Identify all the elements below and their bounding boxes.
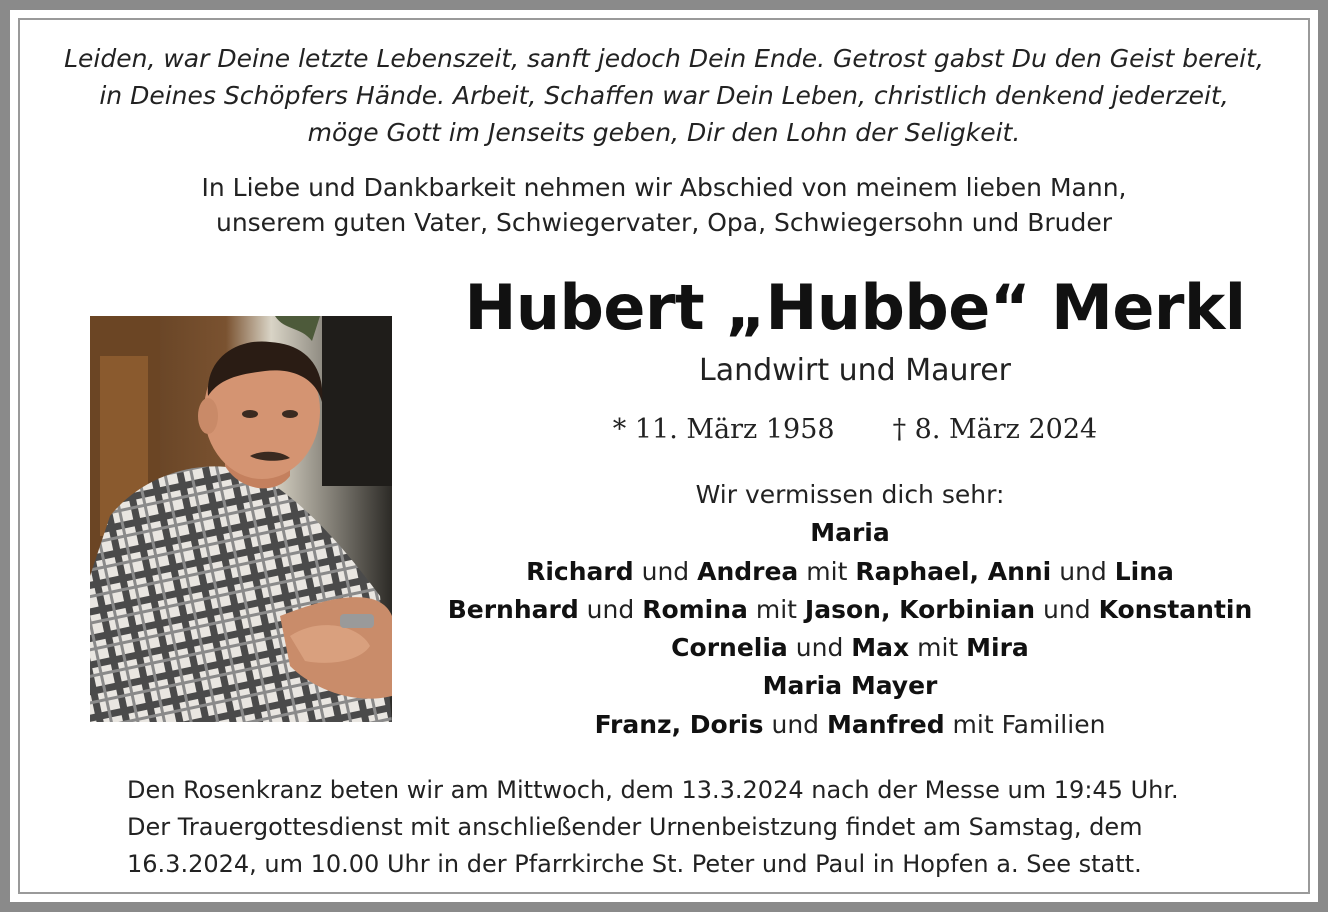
verse-line: möge Gott im Jenseits geben, Dir den Lohn der Seligkeit.: [307, 118, 1021, 147]
connector: mit: [755, 594, 797, 624]
mourner-name: Max: [851, 633, 910, 663]
connector: und: [771, 709, 820, 739]
service-line: Der Trauergottesdienst mit anschließender Urnenbeistzung findet am Samstag, dem: [127, 813, 1143, 841]
connector: mit: [806, 556, 848, 586]
mourner-name: Raphael, Anni: [855, 556, 1052, 586]
connector: und: [641, 556, 690, 586]
portrait-photo: [90, 316, 392, 722]
mourner-line: [412, 514, 1288, 552]
connector: mit: [917, 633, 959, 663]
mourner-line: [412, 553, 1288, 591]
connector: und: [1059, 556, 1107, 586]
verse-block: [20, 40, 1308, 151]
service-info: [127, 772, 1287, 883]
verse-line: Leiden, war Deine letzte Lebenszeit, sanft jedoch Dein Ende. Getrost gabst Du den Geist bereit,: [64, 44, 1264, 73]
mourner-name: Franz, Doris: [594, 709, 764, 739]
service-line: 16.3.2024, um 10.00 Uhr in der Pfarrkirche St. Peter und Paul in Hopfen a. See statt.: [127, 850, 1142, 878]
intro-line: In Liebe und Dankbarkeit nehmen wir Abschied von meinem lieben Mann,: [201, 173, 1127, 202]
birth-date: * 11. März 1958: [612, 414, 835, 445]
deceased-name: Hubert „Hubbe“ Merkl: [464, 271, 1246, 344]
intro-block: [20, 170, 1308, 240]
mourner-name: Konstantin: [1098, 594, 1253, 624]
mourner-name: Bernhard: [447, 594, 579, 624]
connector: und: [1043, 594, 1091, 624]
mourner-name: Andrea: [697, 556, 799, 586]
mourner-name: Maria Mayer: [762, 671, 938, 701]
connector: mit Familien: [952, 709, 1106, 739]
death-date: † 8. März 2024: [892, 414, 1098, 445]
connector: und: [586, 594, 635, 624]
mourner-name: Mira: [966, 633, 1029, 663]
mourner-line: [412, 667, 1288, 705]
mourners-block: [412, 476, 1288, 744]
mourners-heading: Wir vermissen dich sehr:: [695, 480, 1005, 509]
mourner-line: [412, 591, 1288, 629]
mourner-line: [412, 629, 1288, 667]
intro-line: unserem guten Vater, Schwiegervater, Opa, Schwiegersohn und Bruder: [215, 208, 1113, 237]
mourner-name: Maria: [810, 518, 890, 548]
mourner-name: Manfred: [826, 709, 945, 739]
mourner-name: Cornelia: [671, 633, 788, 663]
mourner-name: Lina: [1114, 556, 1174, 586]
verse-line: in Deines Schöpfers Hände. Arbeit, Schaffen war Dein Leben, christlich denkend jederzeit,: [99, 81, 1229, 110]
deceased-profession: Landwirt und Maurer: [698, 353, 1011, 388]
mourner-name: Richard: [526, 556, 634, 586]
mourner-name: Jason, Korbinian: [804, 594, 1036, 624]
life-dates: [440, 410, 1270, 450]
connector: und: [795, 633, 844, 663]
service-line: Den Rosenkranz beten wir am Mittwoch, dem 13.3.2024 nach der Messe um 19:45 Uhr.: [127, 776, 1179, 804]
mourner-line: [412, 706, 1288, 744]
mourner-name: Romina: [642, 594, 748, 624]
